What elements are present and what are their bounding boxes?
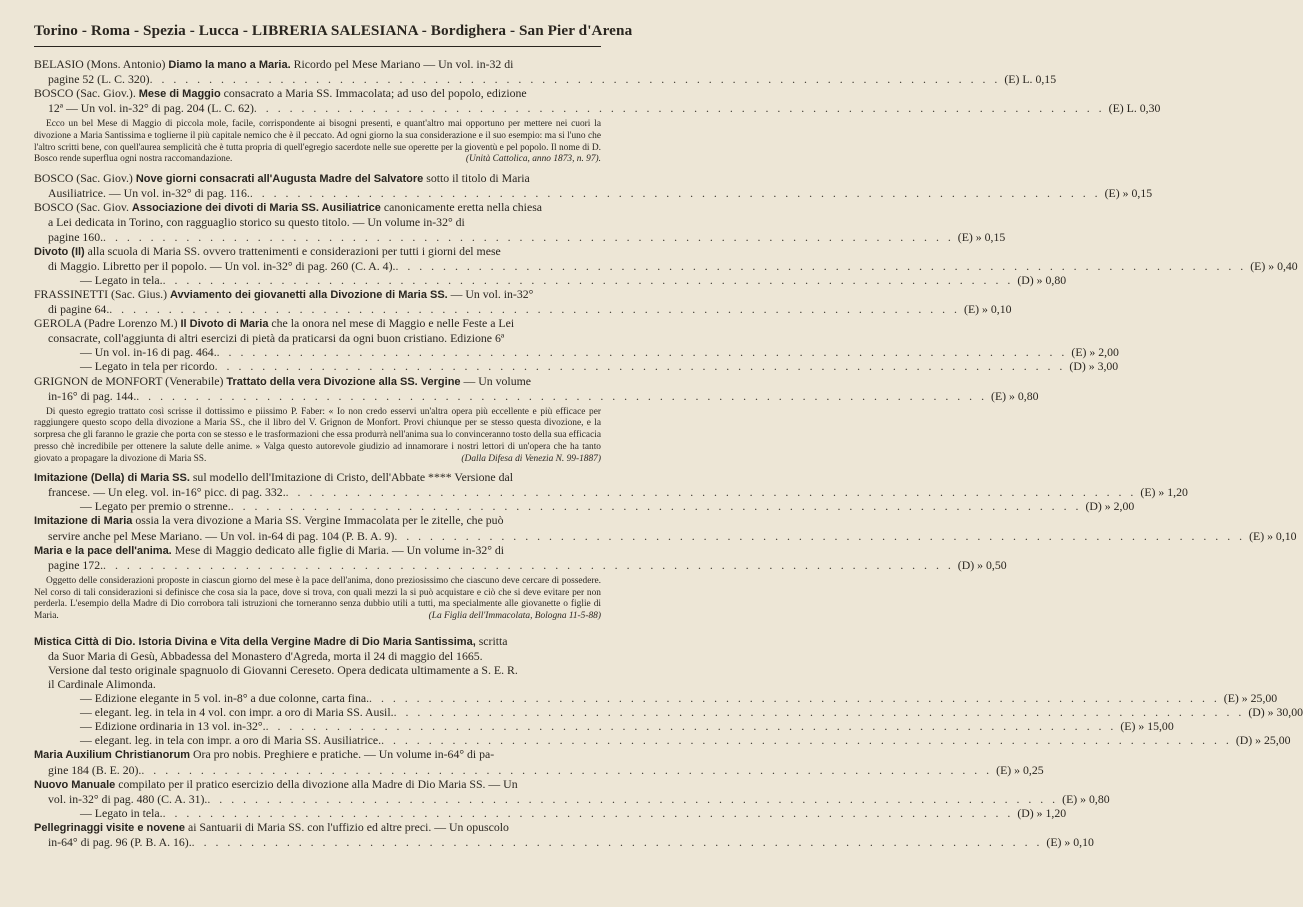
price: (D) » 25,00 (1235, 733, 1291, 748)
catalog-entry: FRASSINETTI (Sac. Gius.) Avviamento dei giovanetti alla Divozione di Maria SS. — Un vol. in-32° (34, 286, 534, 301)
catalog-entry: BOSCO (Sac. Giov.). Mese di Maggio consacrato a Maria SS. Immacolata; ad uso del popolo, edizione (34, 86, 527, 101)
catalog-entry: GEROLA (Padre Lorenzo M.) Il Divoto di Maria che la onora nel mese di Maggio e nelle Feste a Lei (34, 316, 515, 331)
page-header: Torino - Roma - Spezia - Lucca - LIBRERIA SALESIANA - Bordighera - San Pier d'Arena (34, 22, 633, 39)
price: (D) » 3,00 (1069, 359, 1119, 374)
price: (E) » 0,15 (957, 229, 1006, 244)
price: (E) » 25,00 (1223, 691, 1278, 706)
price: (D) » 0,50 (957, 557, 1007, 572)
price: (D) » 0,80 (1017, 272, 1067, 287)
price: (E) » 0,10 (964, 302, 1012, 317)
price: (E) » 0,15 (1104, 186, 1153, 201)
catalog-entry: GRIGNON de MONFORT (Venerabile) Trattato della vera Divozione alla SS. Vergine — Un volume (34, 373, 531, 388)
price: (E) » 0,10 (1046, 834, 1094, 849)
header-rule (34, 46, 601, 47)
catalog-entry: Imitazione (Della) di Maria SS. sul modello dell'Imitazione di Cristo, dell'Abbate **** Versione dal (34, 470, 514, 485)
catalog-entry: Maria e la pace dell'anima. Mese di Maggio dedicato alle figlie di Maria. — Un volume in-32° di (34, 542, 505, 557)
review-note: Oggetto delle considerazioni proposte in ciascun giorno del mese è la pace dell'anima, dono preziosissimo che ciascuno deve cercare di possedere. Nel corso di tali considerazioni si definisce che cosa sia la pace, dove si trova, con quali mezzi la si può acquistare e ciò che si deve evitare per non perderla. L'esempio della Madre di Dio corrobora tali istruzioni che torneranno senza dubbio utili a tutti, ma specialmente alle giovanette o figlie di Maria. (La Figlia dell'Immacolata, Bologna 11-5-88) (34, 575, 601, 621)
price: (E) » 0,80 (1062, 791, 1110, 806)
catalog-page: Torino - Roma - Spezia - Lucca - LIBRERIA SALESIANA - Bordighera - San Pier d'Arena BELASIO (Mons. Antonio) Diamo la mano a Maria. Ricordo pel Mese Mariano — Un vol. in-32 di pagine 52 (L. C. 320) . . . (E) L. 0,15 BOSCO (Sac. Giov.). Mese di Maggio consacrato a Maria SS. Immacolata; ad uso del popolo, edizione 12ª — Un vol. in-32° di pag. 204 (L. C. 62) . . . (E) L. 0,30 Ecco un bel Mese di Maggio di piccola mole, facile, corrispondente ai bisogni presenti, e quant'altro mai opportuno per mettere nei cuori la divozione a Maria Santissima e toglierne il più capitale nemico che è il peccato. Ad ogni giorno la sua considerazione e il suo esempio: ma si l'uno che l'altro scritti bene, con quell'aurea semplicità che è tutta propria di quell'egregio sacerdote nelle sue operette per la gioventù e pel popolo. Il nome di D. Bosco rende superflua ogni nostra raccomandazione. (Unità Cattolica, anno 1873, n. 97). BOSCO (Sac. Giov.) Nove giorni consacrati all'Augusta Madre del Salvatore sotto il titolo di Maria Ausiliatrice. — Un vol. in-32° di pag. 116. . . . (E) » 0,15 BOSCO (Sac. Giov. Associazione dei divoti di Maria SS. Ausiliatrice canonicamente eretta nella chiesa a Lei dedicata in Torino, con ragguaglio storico su questo titolo. — Un volume in-32° di pagine 160. . . . (E) » 0,15 Divoto (Il) alla scuola di Maria SS. ovvero trattenimenti e considerazioni per tutti i giorni del mese di Maggio. Libretto per il popolo. — Un vol. in-32° di pag. 260 (C. A. 4). . . . (E) » 0,40 — Legato in tela. . . . (D) » 0,80 FRASSINETTI (Sac. Gius.) Avviamento dei giovanetti alla Divozione di Maria SS. — Un vol. in-32° di pagine 64. . . . (E) » 0,10 GEROLA (Padre Lorenzo M.) Il Divoto di Maria che la onora nel mese di Maggio e nelle Feste a Lei consacrate, coll'aggiunta di altri esercizi di pietà da praticarsi da ogni buon cristiano. Edizione 6ª — Un vol. in-16 di pag. 464. . . . (E) » 2,00 — Legato in tela per ricordo . . . (D) » 3,00 GRIGNON de MONFORT (Venerabile) Trattato della vera Divozione alla SS. Vergine — Un volume in-16° di pag. 144. . . . (E) » 0,80 Di questo egregio trattato così scrisse il dottissimo e piissimo P. Faber: « Io non credo esservi un'altra opera più eccellente e più efficace per raggiungere questo scopo della divozione a Maria SS., che il libro del V. Grignon de Monfort. Provi chiunque per se stesso questa divozione, e la sorpresa che gli faranno le grazie che porta con se stesso e le trasformazioni che essa produrrà nell'anima sua lo convinceranno tosto della sua efficacia presso chè incredibile per ottenere la salute delle anime. » Valga questo autorevole giudizio ad innamorare i nostri lettori di un'opera che ha tanto giovato a propagare la divozione di Maria SS. (Dalla Difesa di Venezia N. 99-1887) Imitazione (Della) di Maria SS. sul modello dell'Imitazione di Cristo, dell'Abbate **** Versione dal francese. — Un eleg. vol. in-16° picc. di pag. 332. . . . (E) » 1,20 — Legato per premio o strenne. . . . (D) » 2,00 Imitazione di Maria ossia la vera divozione a Maria SS. Vergine Immacolata per le zitelle, che può servire anche pel Mese Mariano. — Un vol. in-64 di pag. 104 (P. B. A. 9) . . . (E) » 0,10 Maria e la pace dell'anima. Mese di Maggio dedicato alle figlie di Maria. — Un volume in-32° di pagine 172. . . . (D) » 0,50 Oggetto delle considerazioni proposte in ciascun giorno del mese è la pace dell'anima, dono preziosissimo che ciascuno deve cercare di possedere. Nel corso di tali considerazioni si definisce che cosa sia la pace, dove si trova, con quali mezzi la si può acquistare e ciò che si deve evitare per non perderla. L'esempio della Madre di Dio corrobora tali istruzioni che torneranno senza dubbio utili a tutti, ma specialmente alle giovanette o figlie di Maria. (La Figlia dell'Immacolata, Bologna 11-5-88) Mistica Città di Dio. Istoria Divina e Vita della Vergine Madre di Dio Maria Santissima, scritta da Suor Maria di Gesù, Abbadessa del Monastero d'Agreda, morta il 24 di maggio del 1665. Versione dal testo originale spagnuolo di Giovanni Cereseto. Opera dedicata ultimamente a S. E. R. il Cardinale Alimonda. — Edizione elegante in 5 vol. in-8° a due colonne, carta fina. . . . (E) » 25,00 — elegant. leg. in tela in 4 vol. con impr. a oro di Maria SS. Ausil. . . . (D) » 30,00 — Edizione ordinaria in 13 vol. in-32°. . . . (E) » 15,00 — elegant. leg. in tela con impr. a oro di Maria SS. Ausiliatrice. . . . (D) » 25,00 Maria Auxilium Christianorum Ora pro nobis. Preghiere e pratiche. — Un volume in-64° di pa- gine 184 (B. E. 20). . . . (E) » 0,25 Nuovo Manuale compilato per il pratico esercizio della divozione alla Madre di Dio Maria SS. — Un vol. in-32° di pag. 480 (C. A. 31). . . . (E) » 0,80 — Legato in tela. . . . (D) » 1,20 Pellegrinaggi visite e novene ai Santuarii di Maria SS. con l'uffizio ed altre preci. — Un opuscolo in-64° di pag. 96 (P. B. A. 16). . . . (E) » 0,10 (0, 0, 623, 907)
price: (E) » 1,20 (1140, 485, 1188, 500)
catalog-entry: BOSCO (Sac. Giov.) Nove giorni consacrati all'Augusta Madre del Salvatore sotto il titolo di Maria (34, 171, 530, 186)
price: (E) » 2,00 (1071, 345, 1119, 360)
price: (E) L. 0,15 (1004, 72, 1057, 87)
price: (E) » 0,40 (1250, 258, 1298, 273)
catalog-entry: Divoto (Il) alla scuola di Maria SS. ovvero trattenimenti e considerazioni per tutti i giorni del mese (34, 243, 501, 258)
catalog-entry: Nuovo Manuale compilato per il pratico esercizio della divozione alla Madre di Dio Maria SS. — Un (34, 776, 518, 791)
price: (D) » 30,00 (1248, 705, 1303, 720)
catalog-entry: Mistica Città di Dio. Istoria Divina e Vita della Vergine Madre di Dio Maria Santissima, scritta (34, 633, 508, 648)
price: (E) » 15,00 (1120, 719, 1174, 734)
catalog-entry: BOSCO (Sac. Giov. Associazione dei divoti di Maria SS. Ausiliatrice canonicamente eretta nella chiesa (34, 200, 543, 215)
price: (E) » 0,25 (996, 762, 1044, 777)
review-note: Di questo egregio trattato così scrisse il dottissimo e piissimo P. Faber: « Io non credo esservi un'altra opera più eccellente e più efficace per raggiungere questo scopo della divozione a Maria SS., che il libro del V. Grignon de Monfort. Provi chiunque per se stesso questa divozione, e la sorpresa che gli faranno le grazie che porta con se stesso e le trasformazioni che essa produrrà nell'anima sua lo convinceranno tosto della sua efficacia presso chè incredibile per ottenere la salute delle anime. » Valga questo autorevole giudizio ad innamorare i nostri lettori di un'opera che ha tanto giovato a propagare la divozione di Maria SS. (Dalla Difesa di Venezia N. 99-1887) (34, 406, 601, 464)
price: (E) L. 0,30 (1108, 101, 1161, 116)
price: (E) » 0,80 (991, 388, 1039, 403)
price: (D) » 2,00 (1085, 499, 1135, 514)
catalog-entry: Imitazione di Maria ossia la vera divozione a Maria SS. Vergine Immacolata per le zitelle, che può (34, 513, 504, 528)
price: (D) » 1,20 (1017, 805, 1067, 820)
price: (E) » 0,10 (1249, 528, 1297, 543)
catalog-entry: Pellegrinaggi visite e novene ai Santuarii di Maria SS. con l'uffizio ed altre preci. — Un opuscolo (34, 819, 509, 834)
catalog-entry: BELASIO (Mons. Antonio) Diamo la mano a Maria. Ricordo pel Mese Mariano — Un vol. in-32 di (34, 57, 514, 71)
catalog-entry: Maria Auxilium Christianorum Ora pro nobis. Preghiere e pratiche. — Un volume in-64° di pa- (34, 747, 495, 762)
review-note: Ecco un bel Mese di Maggio di piccola mole, facile, corrispondente ai bisogni presenti, e quant'altro mai opportuno per mettere nei cuori la divozione a Maria Santissima e toglierne il più capitale nemico che è il peccato. Ad ogni giorno la sua considerazione e il suo esempio: ma si l'uno che l'altro scritti bene, con quell'aurea semplicità che è tutta propria di quell'egregio sacerdote nelle sue operette per la gioventù e pel popolo. Il nome di D. Bosco rende superflua ogni nostra raccomandazione. (Unità Cattolica, anno 1873, n. 97). (34, 119, 601, 165)
